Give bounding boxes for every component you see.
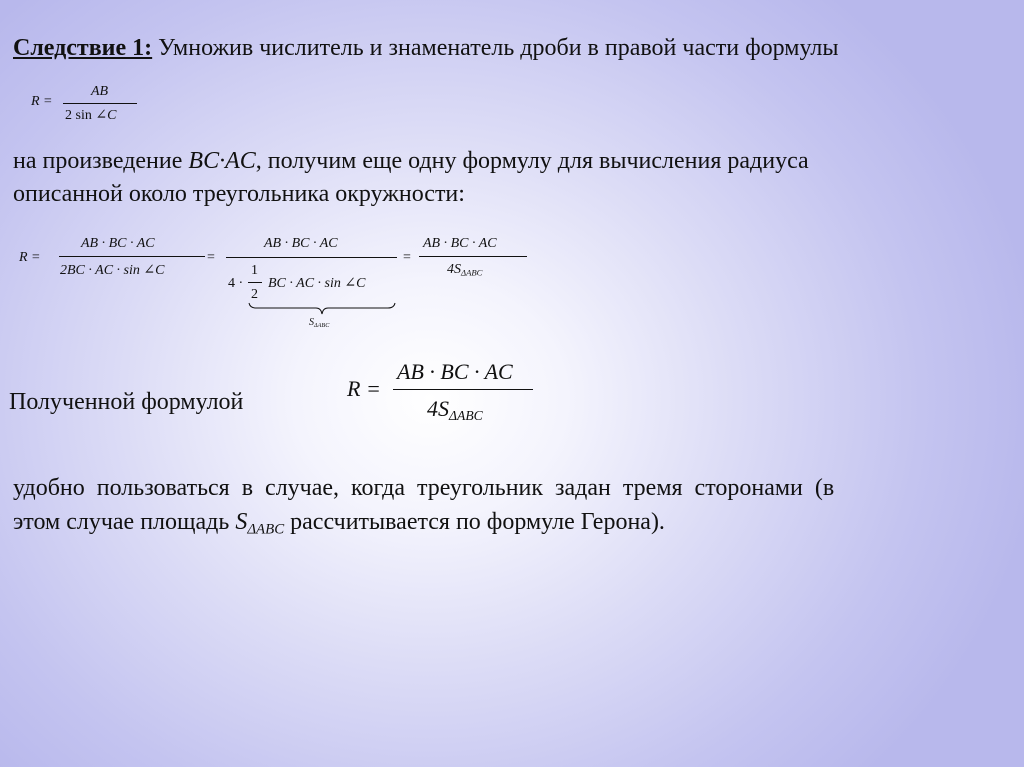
paragraph-1-post: , получим еще одну формулу для вычисления радиуса [255,148,809,174]
paragraph-3-line-1: удобно пользоваться в случае, когда треугольник задан тремя сторонами (в [13,475,835,501]
heading-text: Умножив числитель и знаменатель дроби в правой части формулы [152,35,839,61]
paragraph-1-line-1 [13,146,809,176]
formula-3-den-sub: ΔABC [449,408,483,424]
formula-1-den-fn: sin [75,108,92,123]
paragraph-2: Полученной формулой [9,389,244,415]
paragraph-3-pre: этом случае площадь [13,509,236,535]
formula-1-numerator: AB [91,84,109,99]
paragraph-3-line-2 [13,507,665,544]
formula-2-frac3-den: 4S [447,262,461,277]
formula-1-den-var: C [107,108,117,123]
formula-3-denominator [427,397,483,428]
formula-1-fraction-bar [63,103,137,104]
formula-1-den-coef: 2 [65,108,72,123]
formula-2-frac2-bar [226,257,397,258]
formula-2-half-denominator: 2 [251,287,258,302]
heading-label: Следствие 1: [13,35,153,61]
formula-2-frac2-den-rest: BC · AC · sin ∠C [268,276,366,291]
formula-2-frac2-numerator: AB · BC · AC [264,236,338,251]
formula-2-frac3-denominator [447,262,482,281]
formula-3-lhs: R = [347,376,381,401]
underbrace-label-s: S [309,317,314,328]
paragraph-1-pre: на произведение [13,148,189,174]
underbrace-label-sub: ΔABC [314,321,330,329]
heading [13,33,839,63]
formula-2-frac1-numerator: AB · BC · AC [81,236,155,251]
formula-2-frac3-den-sub: ΔABC [461,267,483,278]
formula-2-half-bar [248,282,262,283]
formula-3-numerator: AB · BC · AC [397,359,513,384]
formula-3-den: 4S [427,396,449,421]
formula-2-frac1-bar [59,256,205,257]
formula-2-frac2-den-coef: 4 · [228,276,244,291]
formula-1-den-angle: ∠ [95,108,108,123]
formula-2-equals-2: = [403,250,411,265]
formula-3-fraction-bar [393,389,533,390]
formula-2-frac1-denominator: 2BC · AC · sin ∠C [60,263,165,278]
formula-1-denominator [65,108,116,124]
paragraph-3-post: рассчитывается по формуле Герона). [284,509,665,535]
underbrace-label [309,315,329,334]
formula-2-frac3-bar [419,256,527,257]
formula-2-frac3-numerator: AB · BC · AC [423,236,497,251]
paragraph-3-sub: ΔABC [247,521,285,538]
formula-2-half-numerator: 1 [251,263,258,278]
paragraph-1-line-2: описанной около треугольника окружности: [13,181,465,207]
paragraph-3-var: S [235,509,248,535]
paragraph-1-var: BC·AC [188,148,256,174]
formula-2-equals-1: = [207,250,215,265]
underbrace [248,302,396,316]
formula-1-lhs: R = [31,94,53,109]
formula-2-lhs: R = [19,250,41,265]
